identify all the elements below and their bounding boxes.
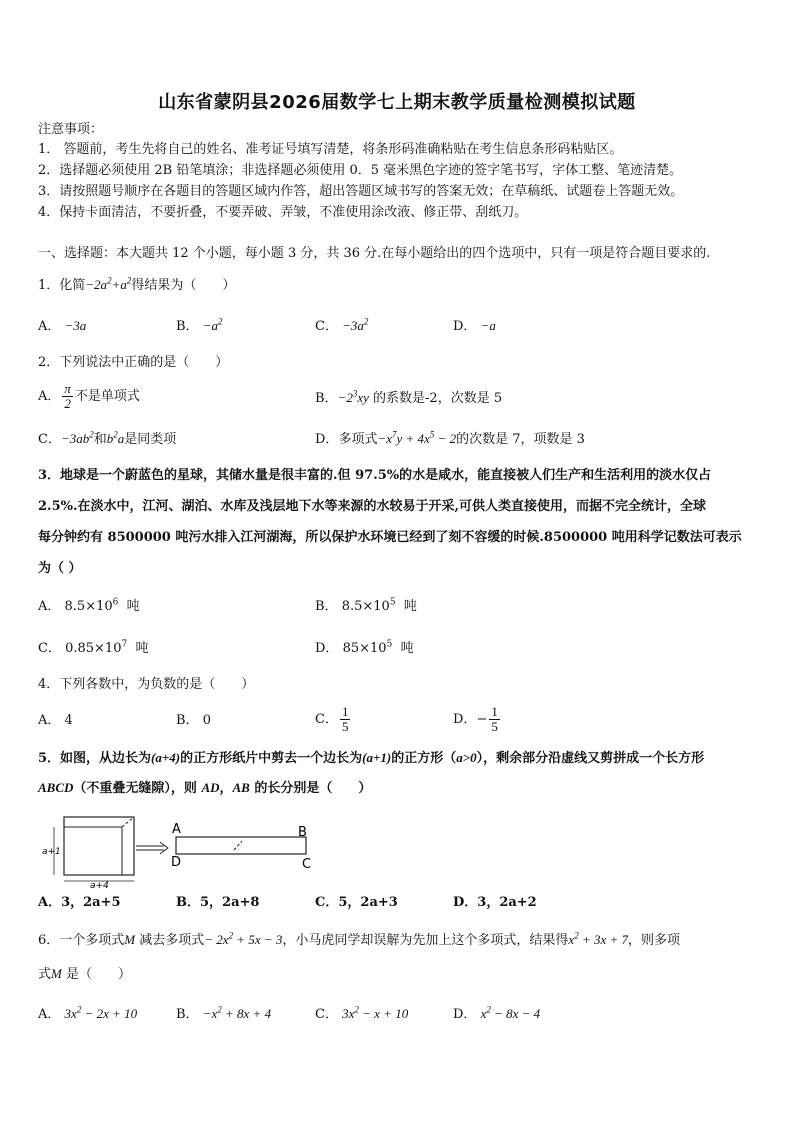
question-5-line-2: ABCD（不重叠无缝隙），则 AD，AB 的长分别是（ ） xyxy=(38,780,372,796)
notice-item-2: 2．选择题必须使用 2B 铅笔填涂；非选择题必须使用 0．5 毫米黑色字迹的签字笔书写，字体工整、笔迹清楚。 xyxy=(38,163,683,178)
question-4-option-a: A． 4 xyxy=(38,713,73,728)
question-2-option-c: C．$-3ab^2$和$b^2a$是同类项 xyxy=(38,429,177,447)
notice-item-3: 3．请按照题号顺序在各题目的答题区域内作答，超出答题区域书写的答案无效；在草稿纸、试题卷上答题无效。 xyxy=(38,184,684,199)
question-6-option-c: C． $3x^2 - x + 10$ xyxy=(315,1004,409,1022)
question-5-option-a: A．3，2a+5 xyxy=(38,895,121,910)
question-3-option-d: D． $85\times 10^5$ 吨 xyxy=(315,639,414,656)
question-3-option-b: B． $8.5\times 10^5$ 吨 xyxy=(315,597,417,614)
section-header: 一、选择题：本大题共 12 个小题，每小题 3 分，共 36 分.在每小题给出的四个选项中，只有一项是符合题目要求的. xyxy=(38,246,711,261)
question-5-option-d: D．3，2a+2 xyxy=(453,895,537,910)
notice-heading: 注意事项： xyxy=(38,122,104,137)
question-1-option-c: C． $-3a^2$ xyxy=(315,316,369,334)
question-3-line-3: 每分钟约有 8500000 吨污水排入江河湖海，所以保护水环境已经到了刻不容缓的时候.8500000 吨用科学记数法可表示 xyxy=(38,530,742,545)
inner-square xyxy=(64,827,122,875)
question-3-line-4: 为（ ） xyxy=(38,561,82,576)
arrow-icon xyxy=(136,842,168,854)
question-2-stem: 2．下列说法中正确的是（ ） xyxy=(38,355,229,370)
label-d: D xyxy=(171,855,182,870)
question-6-line-1: 6．一个多项式M 减去多项式− $2x^2 + 5x - 3$，小马虎同学却误解为先加上这个多项式，结果得$x^2 + 3x + 7$，则多项 xyxy=(38,930,681,948)
question-4-option-d: D．− $\frac{1}{5}$ xyxy=(453,704,498,734)
question-3-line-2: 2.5%.在淡水中，江河、湖泊、水库及浅层地下水等来源的水较易于开采,可供人类直接使用，而据不完全统计，全球 xyxy=(38,499,707,514)
rect-cut-line xyxy=(234,841,242,850)
side-dimension-label: a+1 xyxy=(42,847,61,857)
question-1-stem: 1．化简$-2a^2+a^2$得结果为（ ） xyxy=(38,275,236,293)
question-5-line-1: 5．如图，从边长为(a+4)的正方形纸片中剪去一个边长为(a+1)的正方形（a>0），剩余部分沿虚线又剪拼成一个长方形 xyxy=(38,750,705,766)
question-6-option-a: A． $3x^2 - 2x + 10$ xyxy=(38,1004,138,1022)
question-6-option-d: D． $x^2 - 8x - 4$ xyxy=(453,1004,541,1022)
question-4-stem: 4．下列各数中，为负数的是（ ） xyxy=(38,677,255,692)
question-5-option-b: B．5，2a+8 xyxy=(176,895,260,910)
label-b: B xyxy=(298,825,307,840)
question-4-option-c: C． $\frac{1}{5}$ xyxy=(315,704,349,734)
question-3-option-a: A． $8.5\times 10^6$ 吨 xyxy=(38,597,140,614)
question-1-option-a: A． −3a xyxy=(38,318,87,334)
label-a: A xyxy=(172,822,181,837)
cut-line xyxy=(122,817,134,827)
question-3-line-1: 3．地球是一个蔚蓝色的星球，其储水量是很丰富的.但 97.5%的水是咸水，能直接被人们生产和生活利用的淡水仅占 xyxy=(38,468,712,483)
question-3-option-c: C． $0.85\times 10^7$ 吨 xyxy=(38,639,149,656)
label-c: C xyxy=(302,857,312,872)
question-4-option-b: B． 0 xyxy=(176,713,211,728)
question-2-option-a: A． $\frac{\pi}{2}$ 不是单项式 xyxy=(38,381,140,411)
question-6-option-b: B． $-x^2 + 8x + 4$ xyxy=(176,1004,272,1022)
rectangle-abcd xyxy=(176,837,306,854)
question-2-option-b: B．$-2^3xy$ 的系数是-2，次数是 5 xyxy=(315,388,503,406)
page-title: 山东省蒙阴县2026届数学七上期末教学质量检测模拟试题 xyxy=(158,92,636,113)
question-2-option-d: D．多项式$-x^7y + 4x^5 - 2$的次数是 7，项数是 3 xyxy=(315,429,585,447)
notice-item-4: 4．保持卡面清洁，不要折叠，不要弄破、弄皱，不准使用涂改液、修正带、刮纸刀。 xyxy=(38,205,528,220)
bottom-dimension-label: a+4 xyxy=(90,881,109,888)
question-6-line-2: 式M 是（ ） xyxy=(38,966,131,982)
question-1-option-b: B． $-a^2$ xyxy=(176,316,223,334)
notice-item-1: 1． 答题前，考生先将自己的姓名、准考证号填写清楚，将条形码准确粘贴在考生信息条形码粘贴区。 xyxy=(38,142,623,157)
question-5-figure xyxy=(38,810,328,888)
question-5-option-c: C．5，2a+3 xyxy=(315,895,398,910)
question-1-option-d: D． −a xyxy=(453,318,496,334)
